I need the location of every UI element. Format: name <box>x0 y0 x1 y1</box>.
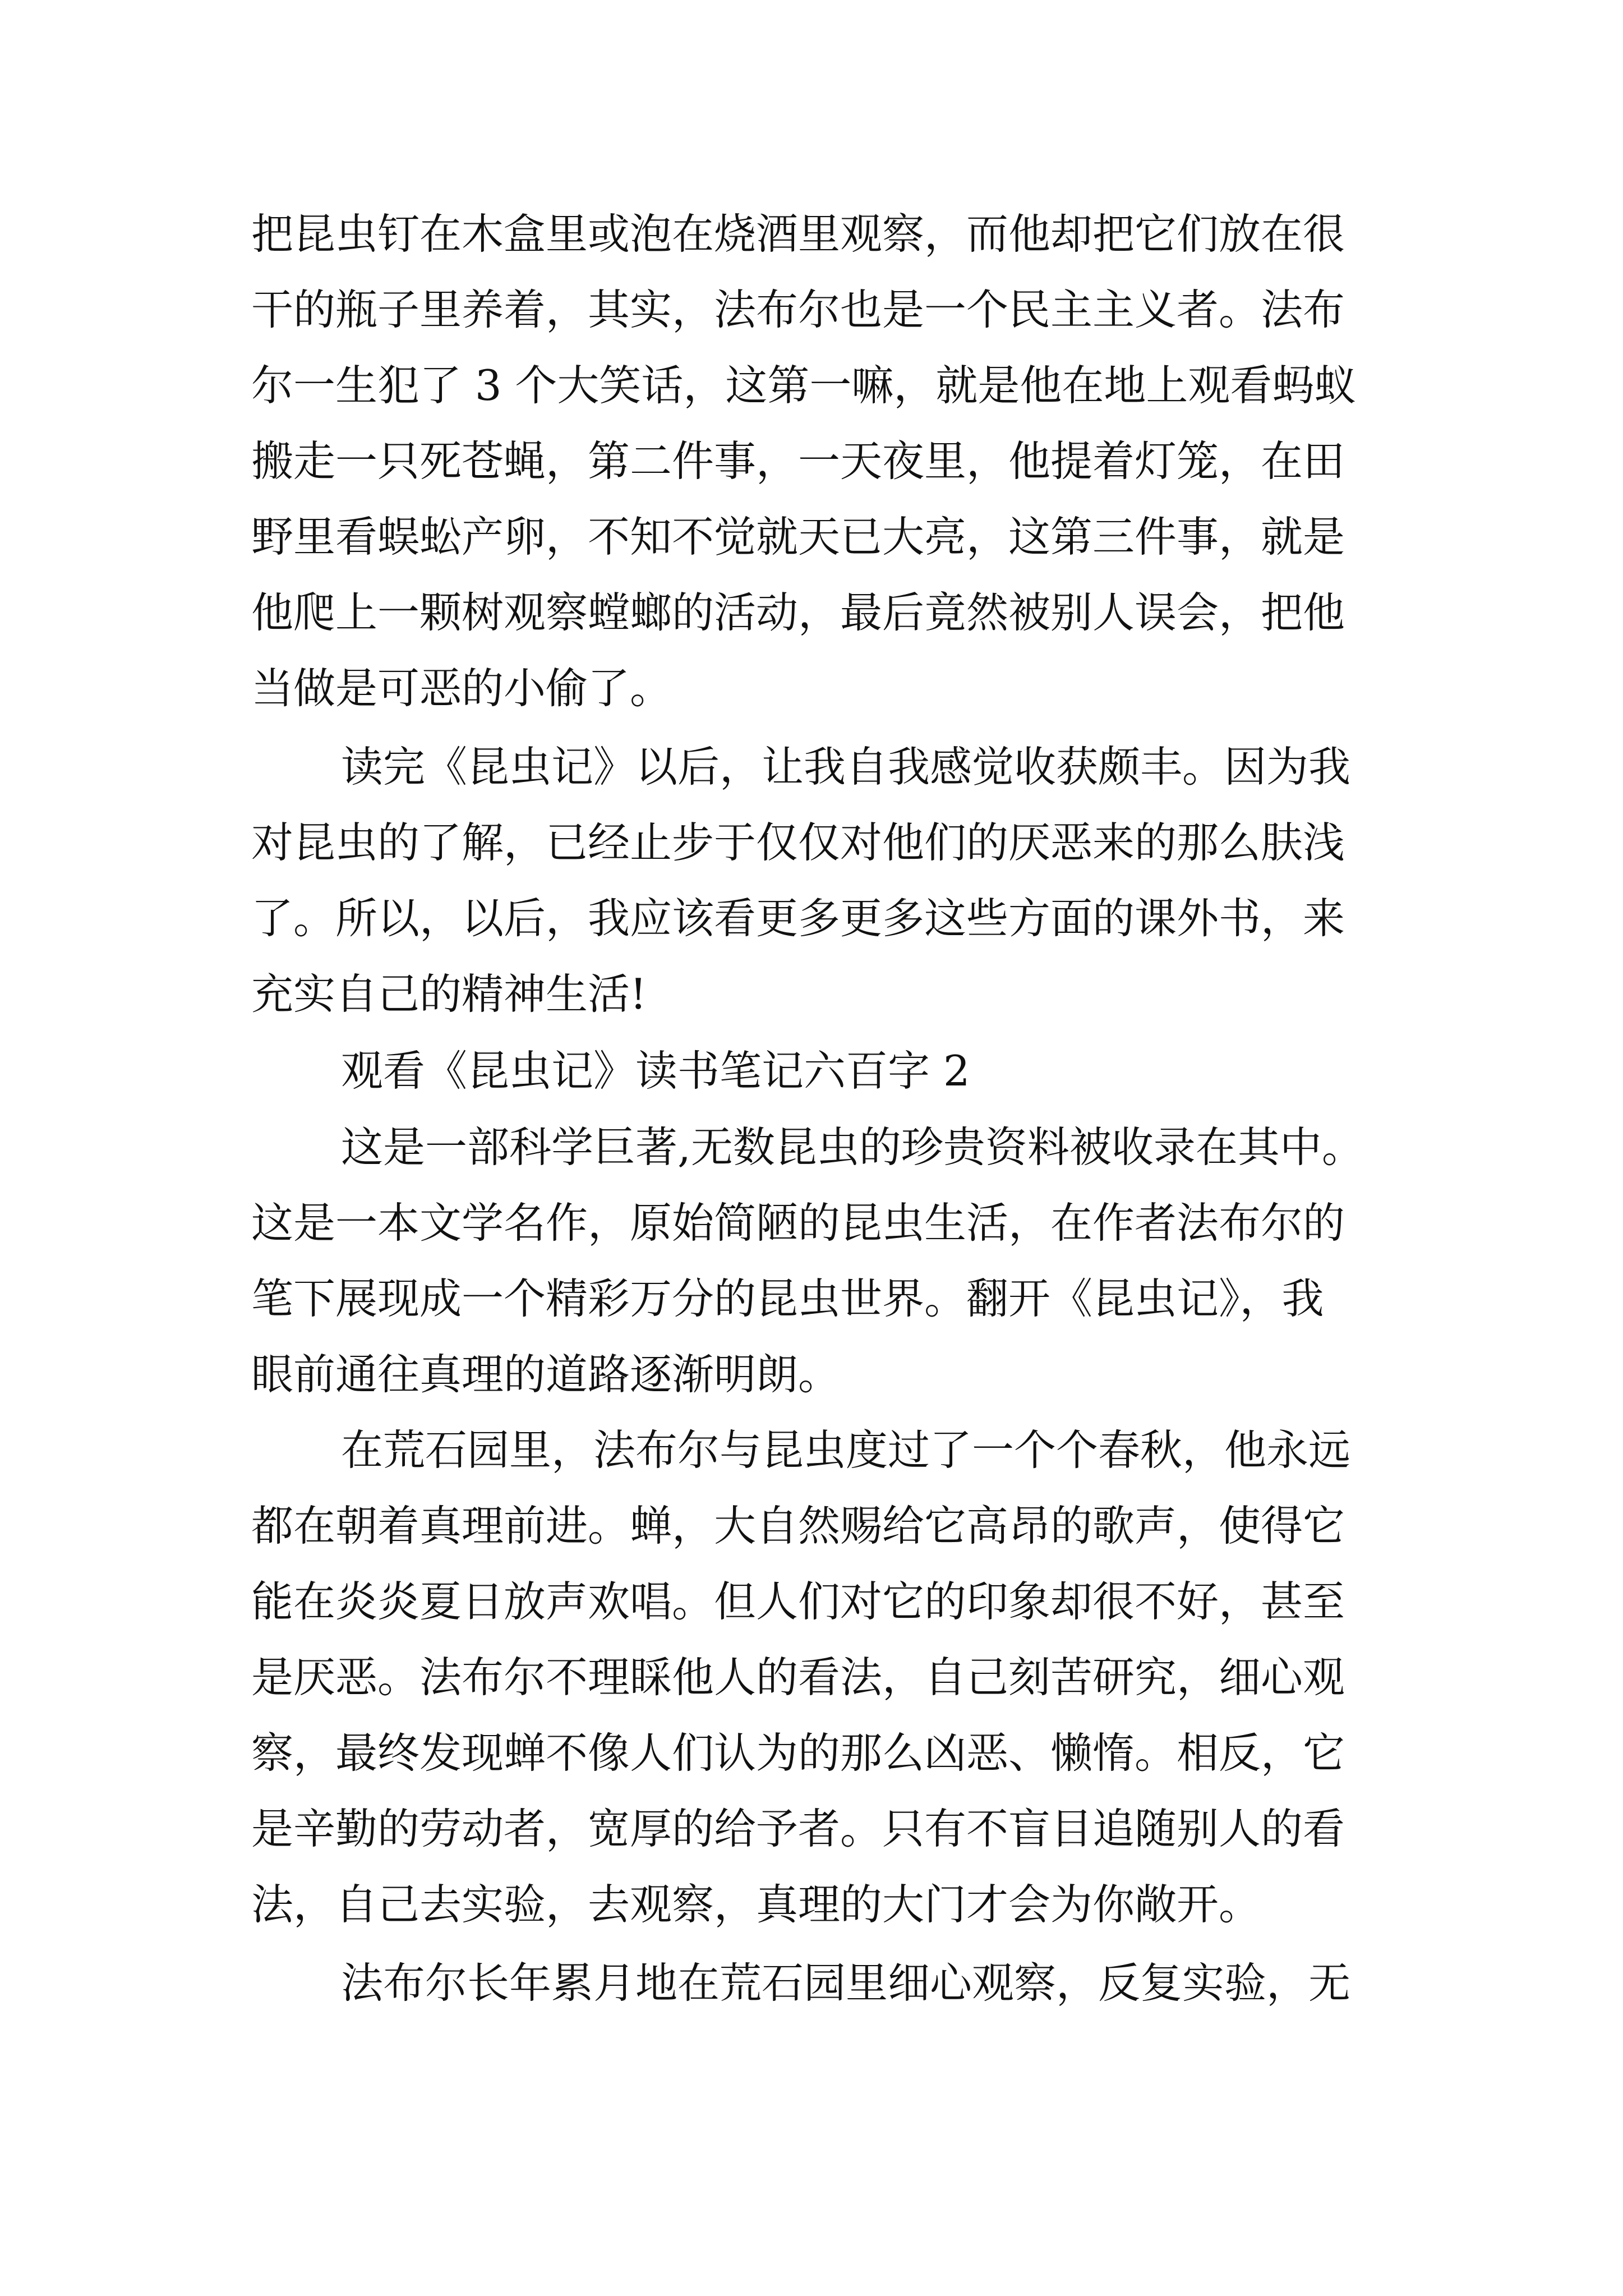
text-line: 了。所以，以后，我应该看更多更多这些方面的课外书，来 <box>251 894 1345 943</box>
text-line: 是辛勤的劳动者，宽厚的给予者。只有不盲目追随别人的看 <box>251 1804 1345 1853</box>
text-line: 读完《昆虫记》以后，让我自我感觉收获颇丰。因为我 <box>341 742 1351 792</box>
text-line: 眼前通往真理的道路逐渐明朗。 <box>251 1350 841 1399</box>
text-line: 法，自己去实验，去观察，真理的大门才会为你敞开。 <box>251 1880 1261 1929</box>
text-line: 搬走一只死苍蝇，第二件事，一天夜里，他提着灯笼，在田 <box>251 436 1345 486</box>
text-line: 把昆虫钉在木盒里或泡在烧酒里观察，而他却把它们放在很 <box>251 209 1345 259</box>
text-line: 干的瓶子里养着，其实，法布尔也是一个民主主义者。法布 <box>251 285 1345 334</box>
section-heading: 观看《昆虫记》读书笔记六百字 2 <box>341 1046 970 1096</box>
text-line: 他爬上一颗树观察螳螂的活动，最后竟然被别人误会，把他 <box>251 588 1345 637</box>
text-line: 这是一部科学巨著,无数昆虫的珍贵资料被收录在其中。 <box>341 1122 1364 1172</box>
text-line: 尔一生犯了 3 个大笑话，这第一嘛，就是他在地上观看蚂蚁 <box>251 361 1357 410</box>
text-line: 察，最终发现蝉不像人们认为的那么凶恶、懒惰。相反，它 <box>251 1728 1345 1778</box>
text-line: 在荒石园里，法布尔与昆虫度过了一个个春秋，他永远 <box>341 1425 1351 1475</box>
text-line: 都在朝着真理前进。蝉，大自然赐给它高昂的歌声，使得它 <box>251 1501 1345 1550</box>
text-line: 充实自己的精神生活! <box>251 969 647 1019</box>
text-line: 能在炎炎夏日放声欢唱。但人们对它的印象却很不好，甚至 <box>251 1577 1345 1626</box>
text-line: 对昆虫的了解，已经止步于仅仅对他们的厌恶来的那么肤浅 <box>251 818 1345 867</box>
text-line: 野里看蜈蚣产卵，不知不觉就天已大亮，这第三件事，就是 <box>251 512 1345 562</box>
text-line: 法布尔长年累月地在荒石园里细心观察，反复实验，无 <box>341 1958 1351 2008</box>
text-line: 当做是可恶的小偷了。 <box>251 664 672 713</box>
text-line: 是厌恶。法布尔不理睬他人的看法，自己刻苦研究，细心观 <box>251 1653 1345 1702</box>
text-line: 笔下展现成一个精彩万分的昆虫世界。翻开《昆虫记》，我 <box>251 1274 1324 1323</box>
text-line: 这是一本文学名作，原始简陋的昆虫生活，在作者法布尔的 <box>251 1198 1345 1248</box>
